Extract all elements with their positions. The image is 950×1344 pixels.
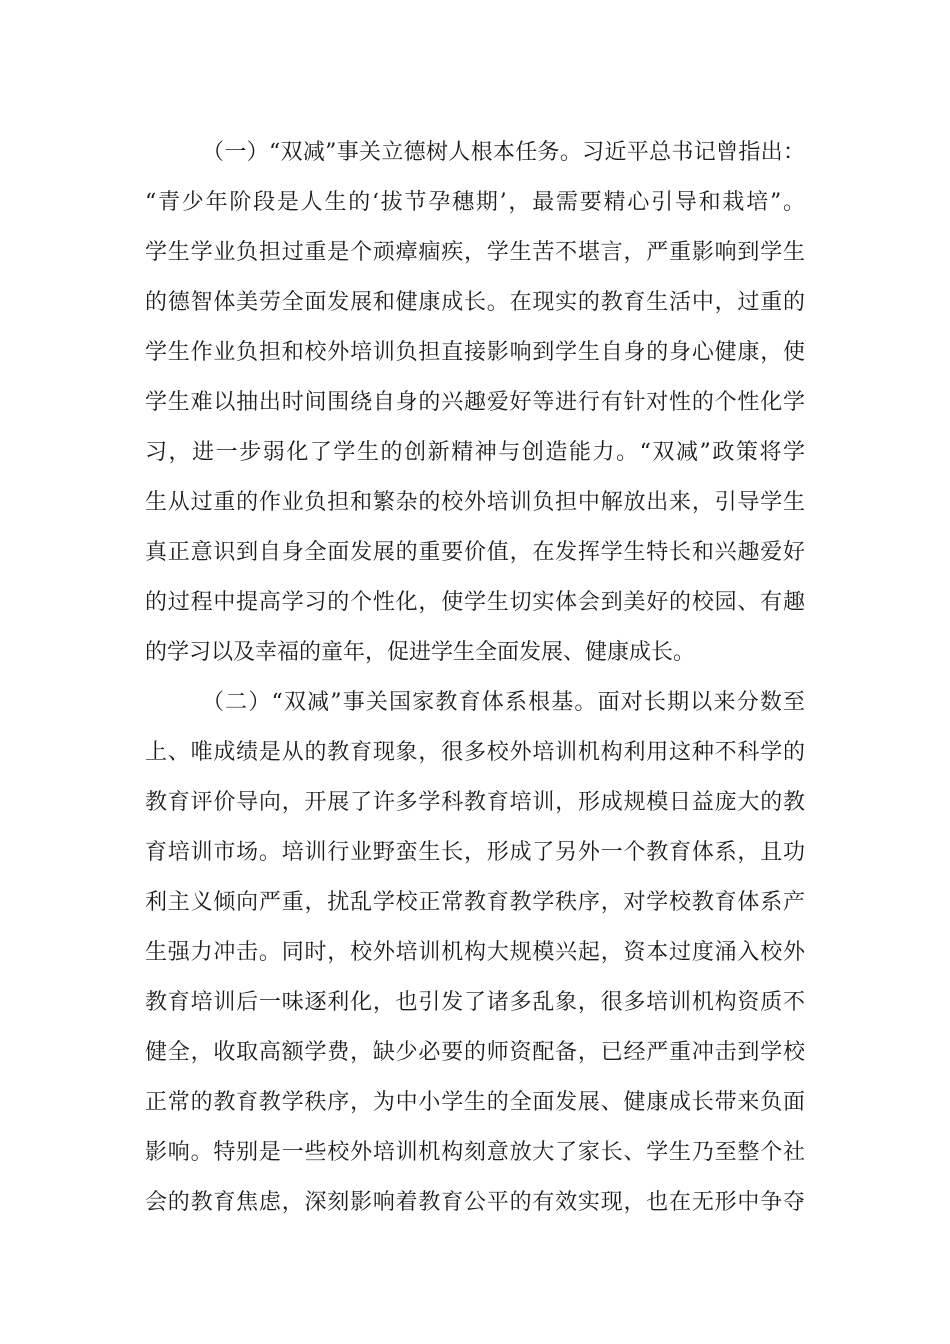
text-line: 会的教育焦虑，深刻影响着教育公平的有效实现，也在无形中争夺 bbox=[145, 1190, 805, 1215]
text-line: 学生作业负担和校外培训负担直接影响到学生自身的身心健康，使 bbox=[145, 340, 805, 365]
text-line: 育培训市场。培训行业野蛮生长，形成了另外一个教育体系，且功 bbox=[145, 840, 805, 865]
text-line: “青少年阶段是人生的‘拔节孕穗期’，最需要精心引导和栽培”。 bbox=[145, 190, 805, 215]
text-line: （二）“双减”事关国家教育体系根基。面对长期以来分数至 bbox=[202, 690, 805, 715]
text-line: 健全，收取高额学费，缺少必要的师资配备，已经严重冲击到学校 bbox=[145, 1040, 805, 1065]
text-line: 影响。特别是一些校外培训机构刻意放大了家长、学生乃至整个社 bbox=[145, 1140, 805, 1165]
text-line: 的德智体美劳全面发展和健康成长。在现实的教育生活中，过重的 bbox=[145, 290, 805, 315]
text-line: 正常的教育教学秩序，为中小学生的全面发展、健康成长带来负面 bbox=[145, 1090, 805, 1115]
text-line: 习，进一步弱化了学生的创新精神与创造能力。“双减”政策将学 bbox=[145, 440, 805, 465]
text-line: 学生学业负担过重是个顽瘴痼疾，学生苦不堪言，严重影响到学生 bbox=[145, 240, 805, 265]
text-line: 的过程中提高学习的个性化，使学生切实体会到美好的校园、有趣 bbox=[145, 590, 805, 615]
text-line: 利主义倾向严重，扰乱学校正常教育教学秩序，对学校教育体系产 bbox=[145, 890, 805, 915]
text-line: 生强力冲击。同时，校外培训机构大规模兴起，资本过度涌入校外 bbox=[145, 940, 805, 965]
text-line: 教育评价导向，开展了许多学科教育培训，形成规模日益庞大的教 bbox=[145, 790, 805, 815]
text-line: 的学习以及幸福的童年，促进学生全面发展、健康成长。 bbox=[145, 640, 696, 665]
text-line: （一）“双减”事关立德树人根本任务。习近平总书记曾指出： bbox=[202, 140, 805, 165]
text-line: 真正意识到自身全面发展的重要价值，在发挥学生特长和兴趣爱好 bbox=[145, 540, 805, 565]
text-line: 生从过重的作业负担和繁杂的校外培训负担中解放出来，引导学生 bbox=[145, 490, 805, 515]
text-line: 上、唯成绩是从的教育现象，很多校外培训机构利用这种不科学的 bbox=[145, 740, 805, 765]
text-line: 教育培训后一味逐利化，也引发了诸多乱象，很多培训机构资质不 bbox=[145, 990, 805, 1015]
text-line: 学生难以抽出时间围绕自身的兴趣爱好等进行有针对性的个性化学 bbox=[145, 390, 805, 415]
